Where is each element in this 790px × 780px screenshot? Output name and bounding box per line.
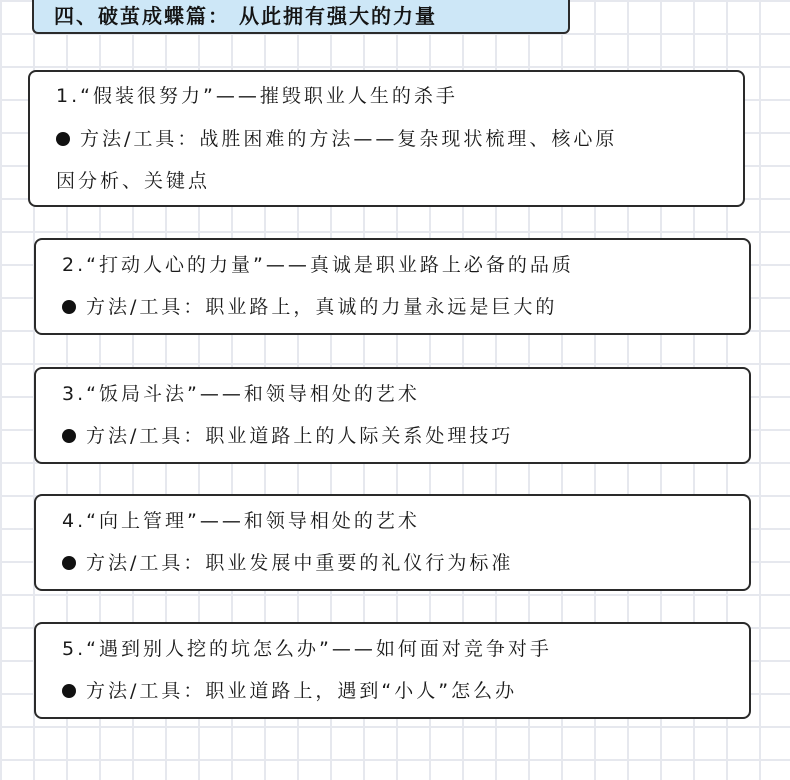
bullet-icon	[62, 429, 76, 443]
method-line	[62, 670, 741, 712]
bullet-icon	[56, 132, 70, 146]
bullet-icon	[62, 684, 76, 698]
method-line	[62, 415, 741, 457]
method-text: 方法/工具：职业路上，真诚的力量永远是巨大的	[86, 296, 558, 318]
method-line-continued: 因分析、关键点	[56, 170, 211, 192]
method-line	[62, 542, 741, 584]
chapter-card-2	[34, 238, 751, 335]
method-text: 方法/工具：职业道路上，遇到“小人”怎么办	[86, 680, 518, 702]
chapter-title: 2.“打动人心的力量”——真诚是职业路上必备的品质	[62, 254, 574, 276]
section-header	[32, 0, 570, 34]
chapter-card-4	[34, 494, 751, 591]
chapter-title: 4.“向上管理”——和领导相处的艺术	[62, 510, 420, 532]
bullet-icon	[62, 556, 76, 570]
method-text: 方法/工具：战胜困难的方法——复杂现状梳理、核心原	[80, 128, 618, 150]
chapter-card-1	[28, 70, 745, 207]
method-line	[62, 286, 741, 328]
method-text: 方法/工具：职业道路上的人际关系处理技巧	[86, 425, 514, 447]
chapter-card-3	[34, 367, 751, 464]
chapter-title: 3.“饭局斗法”——和领导相处的艺术	[62, 383, 420, 405]
section-title: 四、破茧成蝶篇： 从此拥有强大的力量	[54, 3, 437, 28]
chapter-card-5	[34, 622, 751, 719]
bullet-icon	[62, 300, 76, 314]
chapter-title: 1.“假装很努力”——摧毁职业人生的杀手	[56, 85, 458, 107]
method-line	[56, 118, 735, 160]
chapter-title: 5.“遇到别人挖的坑怎么办”——如何面对竞争对手	[62, 638, 552, 660]
method-text: 方法/工具：职业发展中重要的礼仪行为标准	[86, 552, 514, 574]
